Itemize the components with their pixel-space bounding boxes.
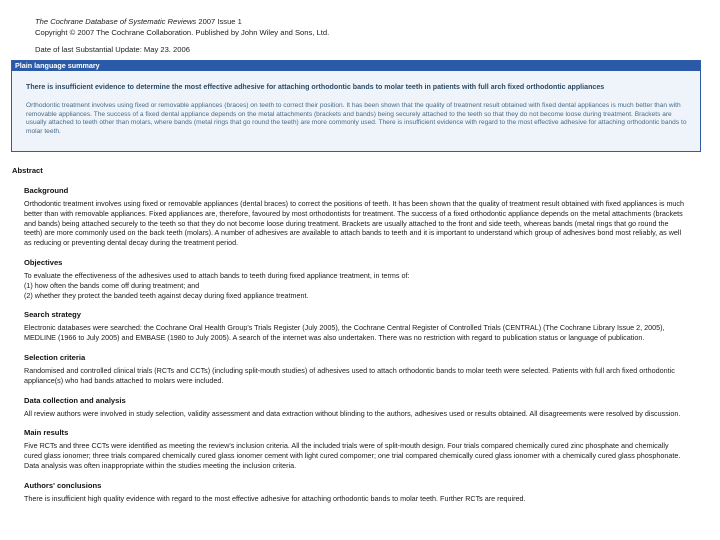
section-heading: Main results [24, 428, 69, 438]
abstract-label: Abstract [12, 166, 43, 175]
section-text: (2) whether they protect the banded teeth against decay during fixed appliance treatment. [24, 290, 309, 300]
section-selection-criteria [24, 353, 688, 386]
section-text: Orthodontic treatment involves using fixed or removable appliances (dental braces) to correct the positions of teeth. It has been shown that the quality of treatment result obtained with fixed appliances is much better than with removable appliances. Fixed appliances are, therefore, favoured by most orthodontists for treatment. The success of a fixed orthodontic appliance depends on the metal attachments (brackets and bands) being attached securely to the teeth so that they do not become loose during treatment. Brackets are usually attached to the front and side teeth, whereas bands (metal rings that go round the teeth) are more commonly used on the back teeth (molars). A number of adhesives are available to attach bands to teeth and it is important to understand which group of adhesives bond most reliably, as well as reducing or preventing dental decay during the treatment period. [24, 199, 685, 248]
plain-language-summary-heading: Plain language summary [12, 61, 700, 71]
section-heading: Authors' conclusions [24, 480, 102, 490]
section-authors-conclusions [24, 481, 688, 504]
copyright-line: Copyright © 2007 The Cochrane Collaboration. Published by John Wiley and Sons, Ltd. [35, 27, 330, 37]
section-text: To evaluate the effectiveness of the adhesives used to attach bands to teeth during fixed appliance treatment, in terms of: [24, 270, 410, 280]
section-heading: Objectives [24, 257, 63, 267]
section-text: Electronic databases were searched: the Cochrane Oral Health Group's Trials Register (July 2005), the Cochrane Central Register of Controlled Trials (CENTRAL) (The Cochrane Library Issue 2, 2005), MEDLINE (1966 to July 2005) and EMBASE (1980 to July 2005). A search of the internet was also undertaken. There was no restriction with regard to publication status or language of publication. [24, 323, 665, 343]
section-background [24, 186, 688, 248]
section-objectives [24, 258, 688, 300]
section-heading: Selection criteria [24, 352, 86, 362]
section-heading: Data collection and analysis [24, 395, 126, 405]
section-main-results [24, 428, 688, 470]
plain-language-summary-box [11, 60, 701, 152]
section-text: All review authors were involved in study selection, validity assessment and data extraction without blinding to the authors, adhesives used or results obtained. All disagreements were resolved by discussion. [24, 408, 681, 418]
plain-language-summary-title: There is insufficient evidence to determine the most effective adhesive for attaching orthodontic bands to molar teeth in patients with full arch fixed orthodontic appliances [26, 83, 605, 91]
section-heading: Search strategy [24, 310, 81, 320]
journal-issue: 2007 Issue 1 [198, 17, 242, 26]
section-heading: Background [24, 186, 69, 195]
abstract-body [24, 186, 688, 514]
last-update-line: Date of last Substantial Update: May 23. 2006 [35, 45, 190, 54]
section-data-collection [24, 396, 688, 419]
plain-language-summary-body: Orthodontic treatment involves using fixed or removable appliances (braces) on teeth to correct their position. It has been shown that the quality of treatment result obtained with fixed dental appliances is much better than with removable appliances. The success of a fixed dental appliance depends on the metal attachments (brackets and bands) being securely attached to the teeth so that they do not become loose during treatment. Brackets are usually attached to teeth other than molars, where bands (metal rings that go round the teeth) are more commonly used. There is insufficient evidence with regard to the most effective adhesive for attaching orthodontic bands to molar teeth. [26, 102, 687, 136]
section-text: (1) how often the bands come off during treatment; and [24, 280, 200, 290]
journal-title: The Cochrane Database of Systematic Reviews [35, 17, 197, 26]
section-text: Randomised and controlled clinical trials (RCTs and CCTs) (including split-mouth studies) of adhesives used to attach orthodontic bands to molar teeth were selected. Patients with full arch fixed orthodontic appliance(s) who had bands attached to molars were included. [24, 365, 675, 385]
section-text: Five RCTs and three CCTs were identified as meeting the review's inclusion criteria. All the included trials were of split-mouth design. Four trials compared chemically cured zinc phosphate and chemically cured glass ionomer; three trials compared chemically cured glass ionomer cement with light cured compomer; one trial compared chemically cured glass ionomer with a chemically cured glass phosphonate. Data analysis was often inappropriate within the studies meeting the inclusion criteria. [24, 441, 681, 470]
section-text: There is insufficient high quality evidence with regard to the most effective adhesive for attaching orthodontic bands to molar teeth. Further RCTs are required. [24, 493, 526, 503]
document-header [35, 17, 695, 56]
journal-line [35, 17, 695, 28]
section-search-strategy [24, 310, 688, 343]
